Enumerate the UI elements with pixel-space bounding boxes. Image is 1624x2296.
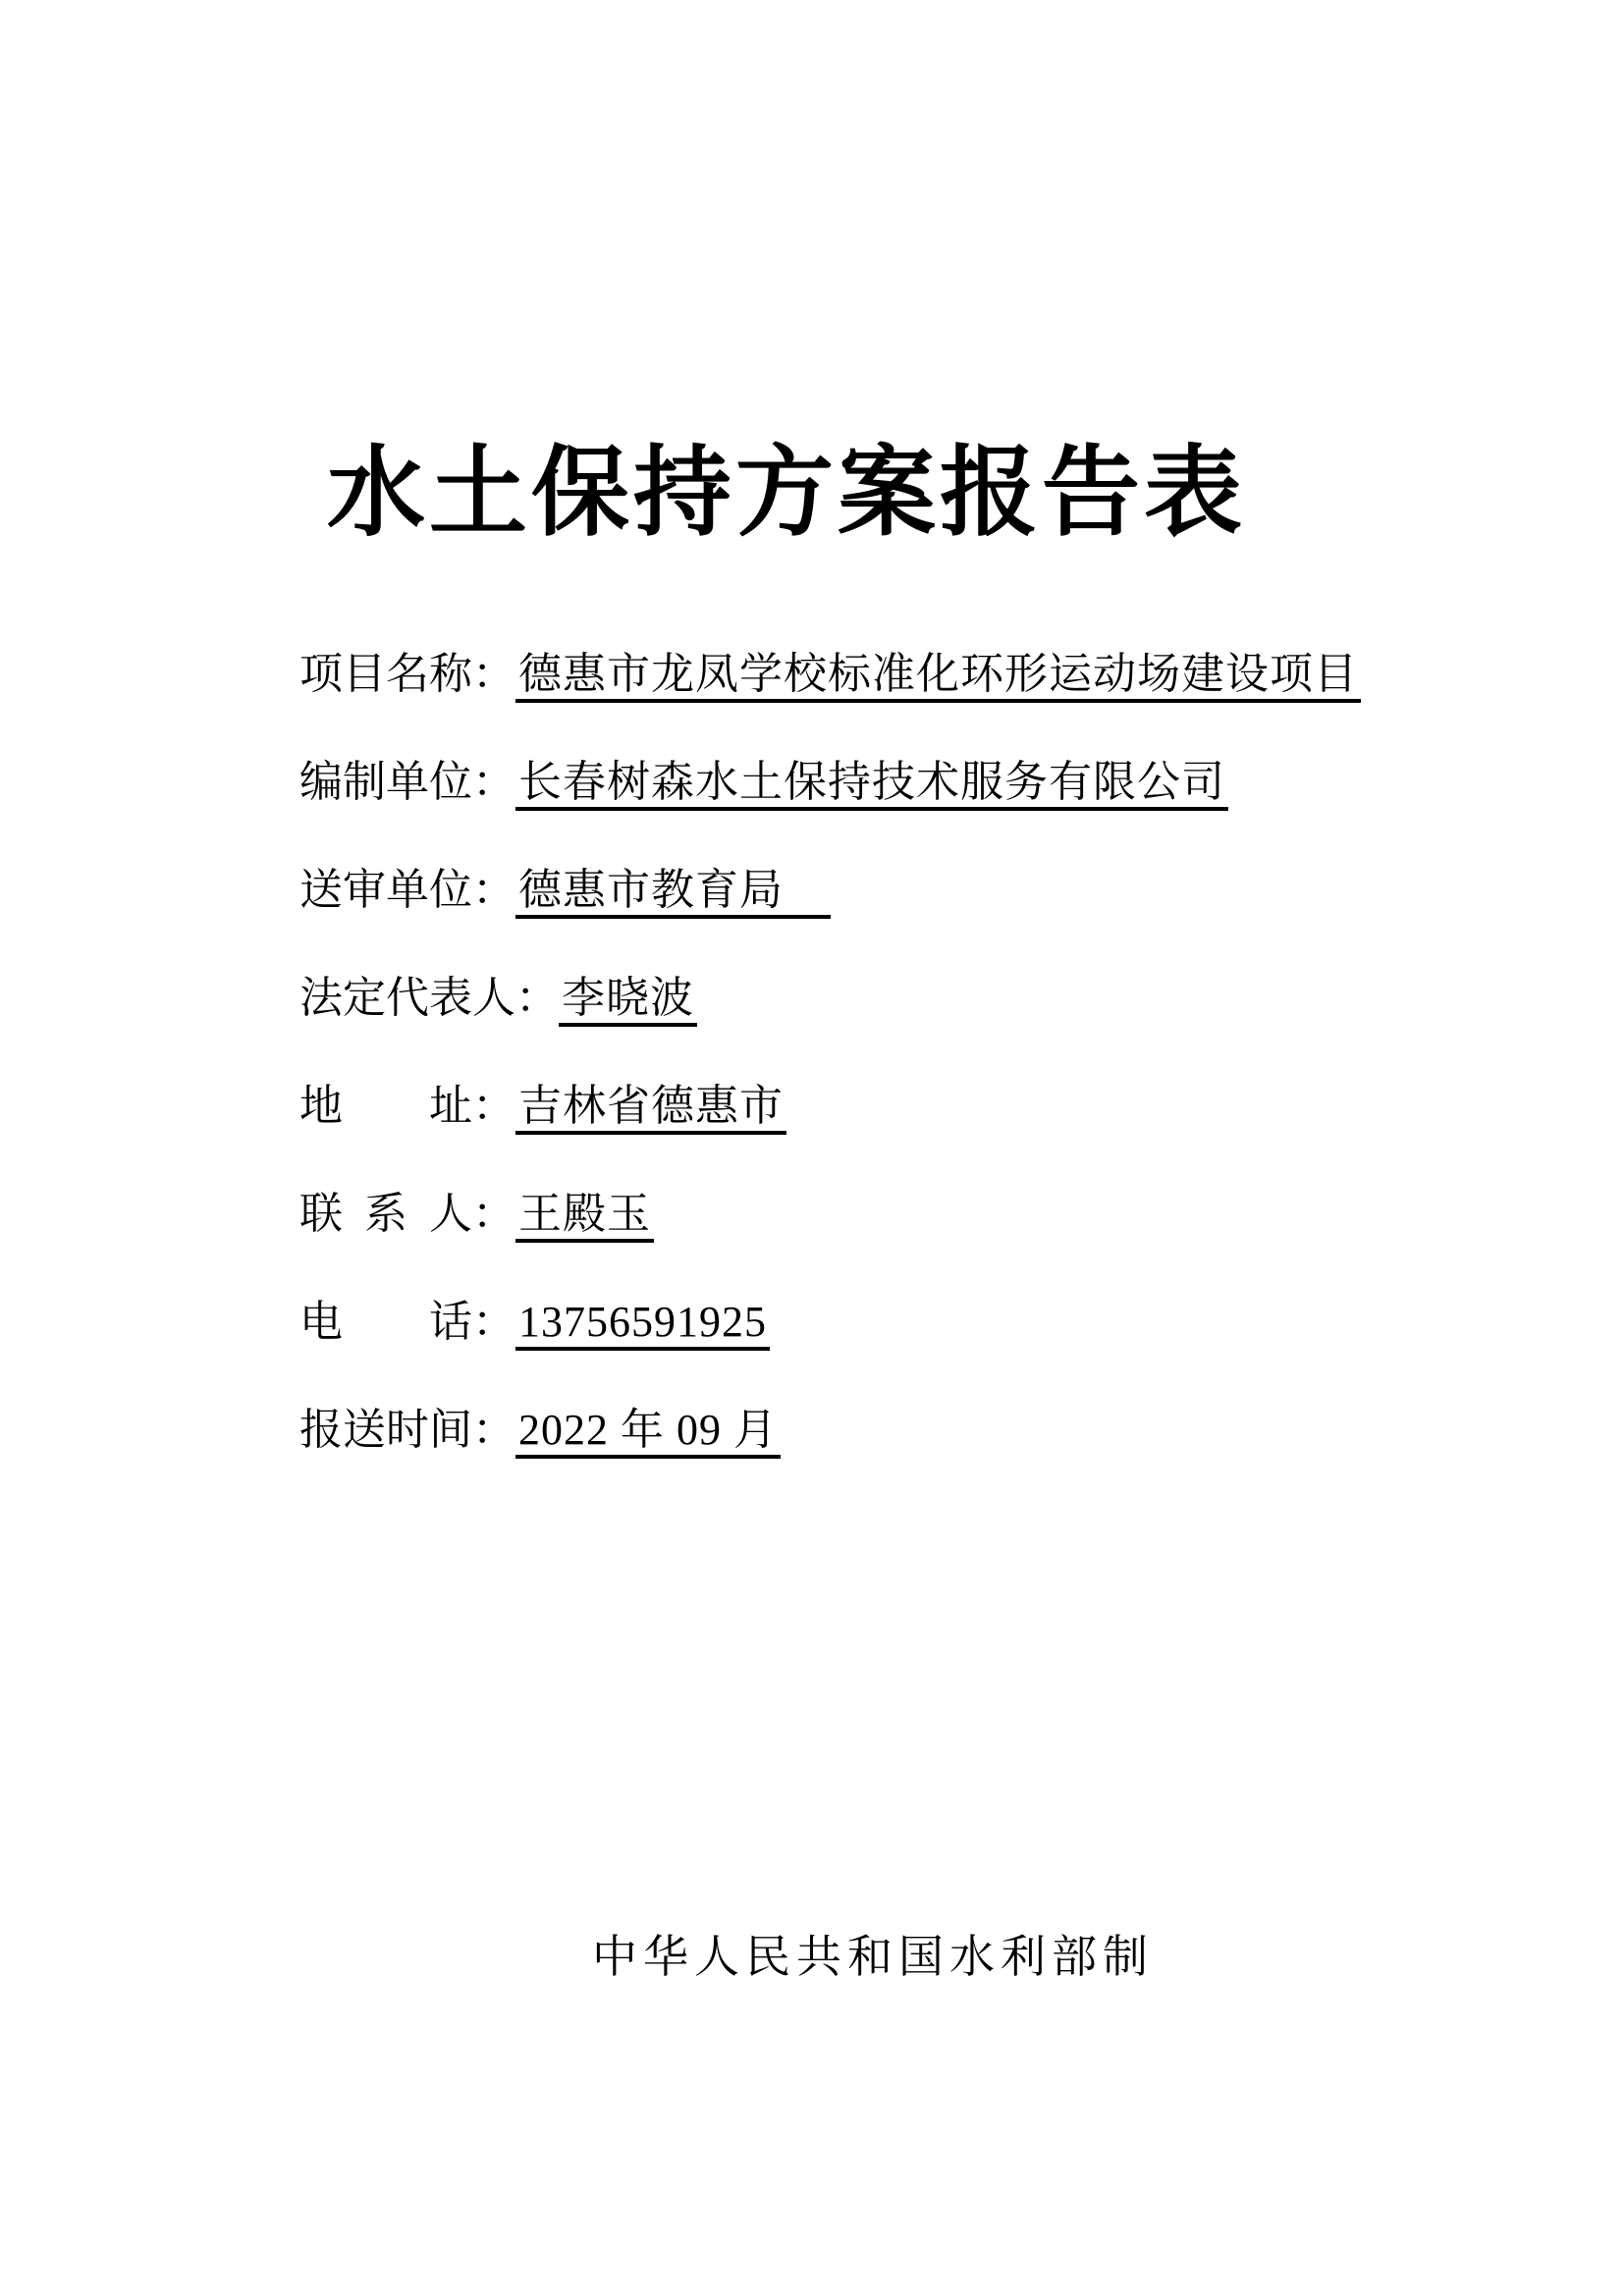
form-row-legal-representative — [299, 976, 1565, 1084]
field-colon: ： — [472, 1082, 515, 1130]
field-value-project-name: 德惠市龙凤学校标准化环形运动场建设项目 — [515, 652, 1361, 703]
form-row-compiling-unit — [299, 760, 1565, 868]
field-colon: ： — [472, 866, 515, 914]
field-label: 项目名称 — [299, 650, 472, 698]
cover-form — [299, 652, 1565, 1516]
page-title: 水土保持方案报告表 — [327, 438, 1246, 548]
field-value-address: 吉林省德惠市 — [515, 1084, 786, 1135]
document-footer: 中华人民共和国水利部制 — [592, 1932, 1154, 1982]
field-value-contact-person: 王殿玉 — [515, 1192, 654, 1243]
form-row-contact-person — [299, 1192, 1565, 1300]
field-label: 联系人 — [299, 1190, 472, 1238]
field-value-submission-date: 2022 年 09 月 — [515, 1408, 781, 1459]
field-label: 地址 — [299, 1082, 472, 1130]
field-colon: ： — [472, 650, 515, 698]
form-row-submitting-unit — [299, 868, 1565, 976]
field-colon: ： — [472, 1406, 515, 1454]
field-colon: ： — [515, 974, 559, 1022]
field-value-legal-representative: 李晓波 — [559, 976, 697, 1027]
field-value-compiling-unit: 长春树森水土保持技术服务有限公司 — [515, 760, 1228, 811]
field-value-submitting-unit: 德惠市教育局 — [515, 868, 831, 919]
field-label: 报送时间 — [299, 1406, 472, 1454]
field-label: 电话 — [299, 1298, 472, 1346]
field-colon: ： — [472, 1190, 515, 1238]
field-colon: ： — [472, 758, 515, 806]
form-row-submission-date — [299, 1408, 1565, 1516]
form-row-address — [299, 1084, 1565, 1192]
field-label: 编制单位 — [299, 758, 472, 806]
field-label: 法定代表人 — [299, 974, 515, 1022]
field-value-phone: 13756591925 — [515, 1300, 770, 1351]
field-colon: ： — [472, 1298, 515, 1346]
field-label: 送审单位 — [299, 866, 472, 914]
form-row-project-name — [299, 652, 1565, 760]
form-row-phone — [299, 1300, 1565, 1408]
